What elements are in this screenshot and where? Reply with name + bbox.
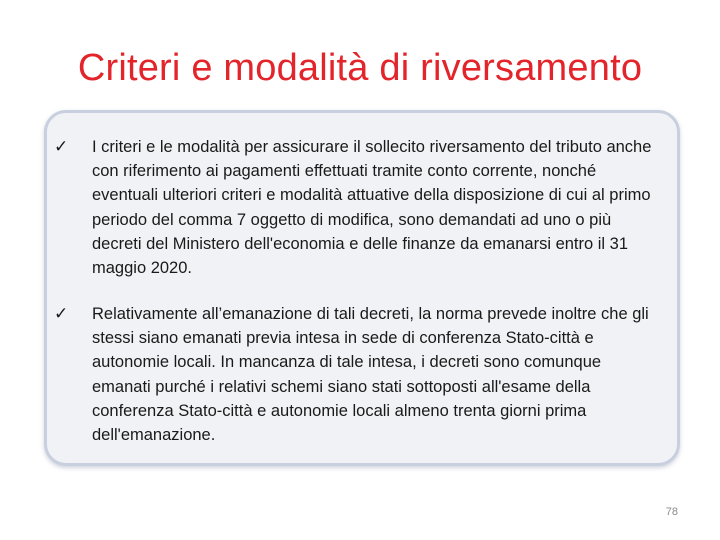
bullet-text: Relativamente all’emanazione di tali decreti, la norma prevede inoltre che gli stessi siano emanati previa intesa in sede di conferenza Stato-città e autonomie locali. In mancanza di tale intesa, i decreti sono comunque emanati purché i relativi schemi siano stati sottoposti all'esame della conferenza Stato-città e autonomie locali almeno trenta giorni prima dell'emanazione. [92, 305, 649, 445]
checkmark-icon: ✓ [54, 304, 69, 323]
bullet-item [54, 135, 659, 280]
bullet-item [54, 302, 659, 447]
page-number: 78 [665, 506, 678, 518]
slide-title: Criteri e modalità di riversamento [77, 47, 643, 89]
bullet-text: I criteri e le modalità per assicurare il sollecito riversamento del tributo anche con riferimento ai pagamenti effettuati tramite conto corrente, nonché eventuali ulteriori criteri e modalità attuative della disposizione di cui al primo periodo del comma 7 oggetto di modifica, sono demandati ad uno o più decreti del Ministero dell'economia e delle finanze da emanarsi entro il 31 maggio 2020. [92, 138, 652, 278]
checkmark-icon: ✓ [54, 137, 69, 156]
